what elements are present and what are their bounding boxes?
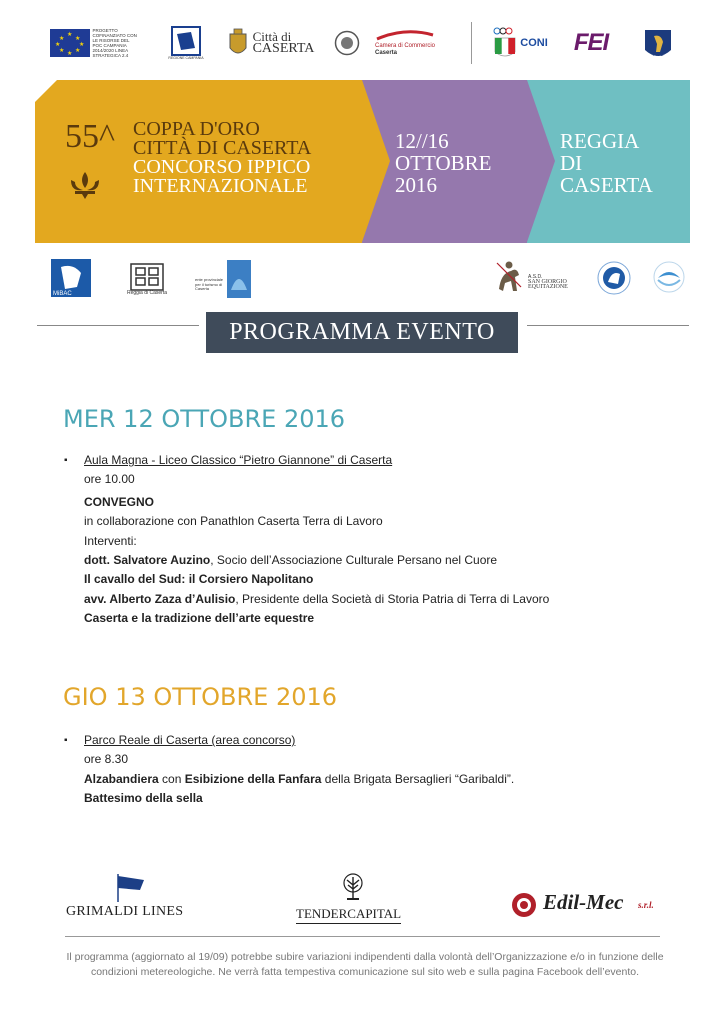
camera-label-1: Camera di Commercio <box>375 43 436 49</box>
banner-venue <box>560 130 653 196</box>
ept-logo <box>192 258 254 300</box>
coni-label: CONI <box>520 37 548 49</box>
fleur-de-lis-icon <box>67 170 103 200</box>
banner-gold-arrow <box>362 80 390 242</box>
reggia-logo <box>122 258 172 300</box>
grimaldi-label: GRIMALDI LINES <box>66 904 184 919</box>
citta-label-2: CASERTA <box>252 41 315 56</box>
grimaldi-logo <box>62 870 202 920</box>
banner-purple-arrow <box>527 80 555 242</box>
seal-icon <box>334 30 360 56</box>
day1-speaker2-role: , Presidente della Società di Storia Patria di Terra di Lavoro <box>235 591 550 606</box>
san-giorgio-text <box>528 268 583 296</box>
header-rule-left <box>37 325 199 326</box>
day1-title: MER 12 OTTOBRE 2016 <box>63 405 346 433</box>
san-giorgio-label-3: EQUITAZIONE <box>528 283 568 290</box>
eu-logo <box>50 22 140 64</box>
day1-talk1: Il cavallo del Sud: il Corsiero Napolitano <box>84 572 314 587</box>
day1-event: CONVEGNO <box>84 494 155 509</box>
tree-icon <box>338 873 368 901</box>
day1-speaker1-name: dott. Salvatore Auzino <box>84 553 211 568</box>
day1-interventi: Interventi: <box>84 533 137 548</box>
coni-shield-icon <box>492 26 518 60</box>
day2-ev-text1: con <box>158 771 185 786</box>
horse-rider-icon <box>493 259 525 297</box>
banner-dates-line2: OTTOBRE <box>395 151 492 175</box>
banner-title <box>133 120 311 196</box>
event-banner <box>35 80 690 243</box>
day2-title: GIO 13 OTTOBRE 2016 <box>63 683 338 711</box>
banner-title-line4: INTERNAZIONALE <box>133 175 308 197</box>
day1-bullet-icon: ▪ <box>64 455 68 466</box>
grimaldi-flag-icon <box>114 872 148 902</box>
day2-ev-bold1: Alzabandiera <box>84 771 159 786</box>
logo-divider <box>471 22 472 64</box>
edilmec-label: Edil-Mec <box>543 890 624 914</box>
caserta-crest-icon <box>228 28 248 58</box>
fei-label: FEI <box>573 29 609 56</box>
fise-label: FISE <box>652 52 664 58</box>
citta-caserta-logo <box>226 22 316 64</box>
mibac-logo <box>50 258 92 298</box>
day1-collab: in collaborazione con Panathlon Caserta Terra di Lavoro <box>84 514 383 529</box>
day1-time: ore 10.00 <box>84 472 135 487</box>
day2-content <box>84 731 514 809</box>
banner-title-line3: CONCORSO IPPICO <box>133 156 311 178</box>
day1-location: Aula Magna - Liceo Classico “Pietro Giannone” di Caserta <box>84 453 393 467</box>
edilmec-gear-icon <box>510 891 538 919</box>
banner-title-line1: COPPA D'ORO <box>133 118 260 140</box>
day2-ev-text2: della Brigata Bersaglieri “Garibaldi”. <box>321 771 515 786</box>
coni-logo <box>490 22 550 64</box>
top-sponsor-logos <box>50 22 680 67</box>
swirl-icon <box>650 260 688 296</box>
eu-text: PROGETTO COFINANZIATO CON LE RISORSE DEL POC CAMPANIA 2014/2020 LINEA STRATEGICA 2.4 <box>92 28 137 58</box>
camera-swoosh-icon <box>375 29 435 43</box>
day2-ev2: Battesimo della sella <box>84 791 203 806</box>
mibac-label: MiBAC <box>53 291 72 297</box>
banner-venue-line3: CASERTA <box>560 173 653 197</box>
programma-header: PROGRAMMA EVENTO <box>206 312 518 353</box>
day1-speaker1-role: , Socio dell’Associazione Culturale Persano nel Cuore <box>210 553 498 568</box>
day1-speaker2-name: avv. Alberto Zaza d’Aulisio <box>84 591 236 606</box>
day2-location: Parco Reale di Caserta (area concorso) <box>84 733 296 747</box>
day1-talk2: Caserta e la tradizione dell’arte equestre <box>84 611 315 626</box>
citta-label-1: Città di <box>252 29 292 44</box>
banner-venue-line2: DI <box>560 151 583 175</box>
banner-dates-line1: 12//16 <box>395 129 449 153</box>
banner-edition: 55^ <box>65 118 115 155</box>
camera-commercio-logo <box>375 22 460 64</box>
disclaimer: Il programma (aggiornato al 19/09) potrebbe subire variazioni indipendenti dalla volontà dell’Organizzazione e/o in funzione delle condizioni metereologiche. Ne verrà fatta tempestiva comunicazione sul sito web e sulla pagina Facebook dell’evento. <box>66 951 664 978</box>
edilmec-logo <box>510 888 670 924</box>
banner-title-line2: CITTÀ DI CASERTA <box>133 137 312 159</box>
san-giorgio-label-1: A.S.D. <box>528 273 543 280</box>
banner-venue-line1: REGGIA <box>560 129 640 153</box>
day1-content <box>84 451 549 629</box>
regione-campania-icon <box>171 26 201 56</box>
tendercapital-logo <box>292 873 417 923</box>
mibac-icon <box>51 259 91 297</box>
horse-circle-icon <box>596 260 632 296</box>
fise-logo <box>638 22 678 64</box>
regione-campania-logo <box>168 22 204 64</box>
tendercapital-label: TENDERCAPITAL <box>296 906 401 924</box>
reggia-icon <box>130 263 164 291</box>
san-giorgio-emblem <box>492 258 526 298</box>
circle-blue-logo <box>594 258 634 298</box>
day2-ev-bold2: Esibizione della Fanfara <box>184 771 322 786</box>
fei-logo <box>560 22 622 64</box>
edilmec-suffix: s.r.l. <box>638 900 654 910</box>
day2-time: ore 8.30 <box>84 752 129 767</box>
banner-dates-line3: 2016 <box>395 173 437 197</box>
san-giorgio-label-2: SAN GIORGIO <box>528 278 567 285</box>
header-rule-right <box>527 325 689 326</box>
ept-icon <box>227 260 251 298</box>
swirl-logo <box>648 258 690 298</box>
banner-dates <box>395 130 491 196</box>
eu-flag-icon: ★ ★ ★ ★ ★ ★ ★ ★ <box>50 29 90 57</box>
camera-label-2: Caserta <box>375 50 398 56</box>
regione-label: REGIONE CAMPANIA <box>168 55 204 60</box>
seal-logo <box>332 22 362 64</box>
day2-bullet-icon: ▪ <box>64 735 68 746</box>
reggia-label: Reggia di Caserta <box>126 289 168 296</box>
footer-rule <box>65 936 660 937</box>
ept-label: ente provinciale per il turismo di Caserta <box>195 277 224 292</box>
